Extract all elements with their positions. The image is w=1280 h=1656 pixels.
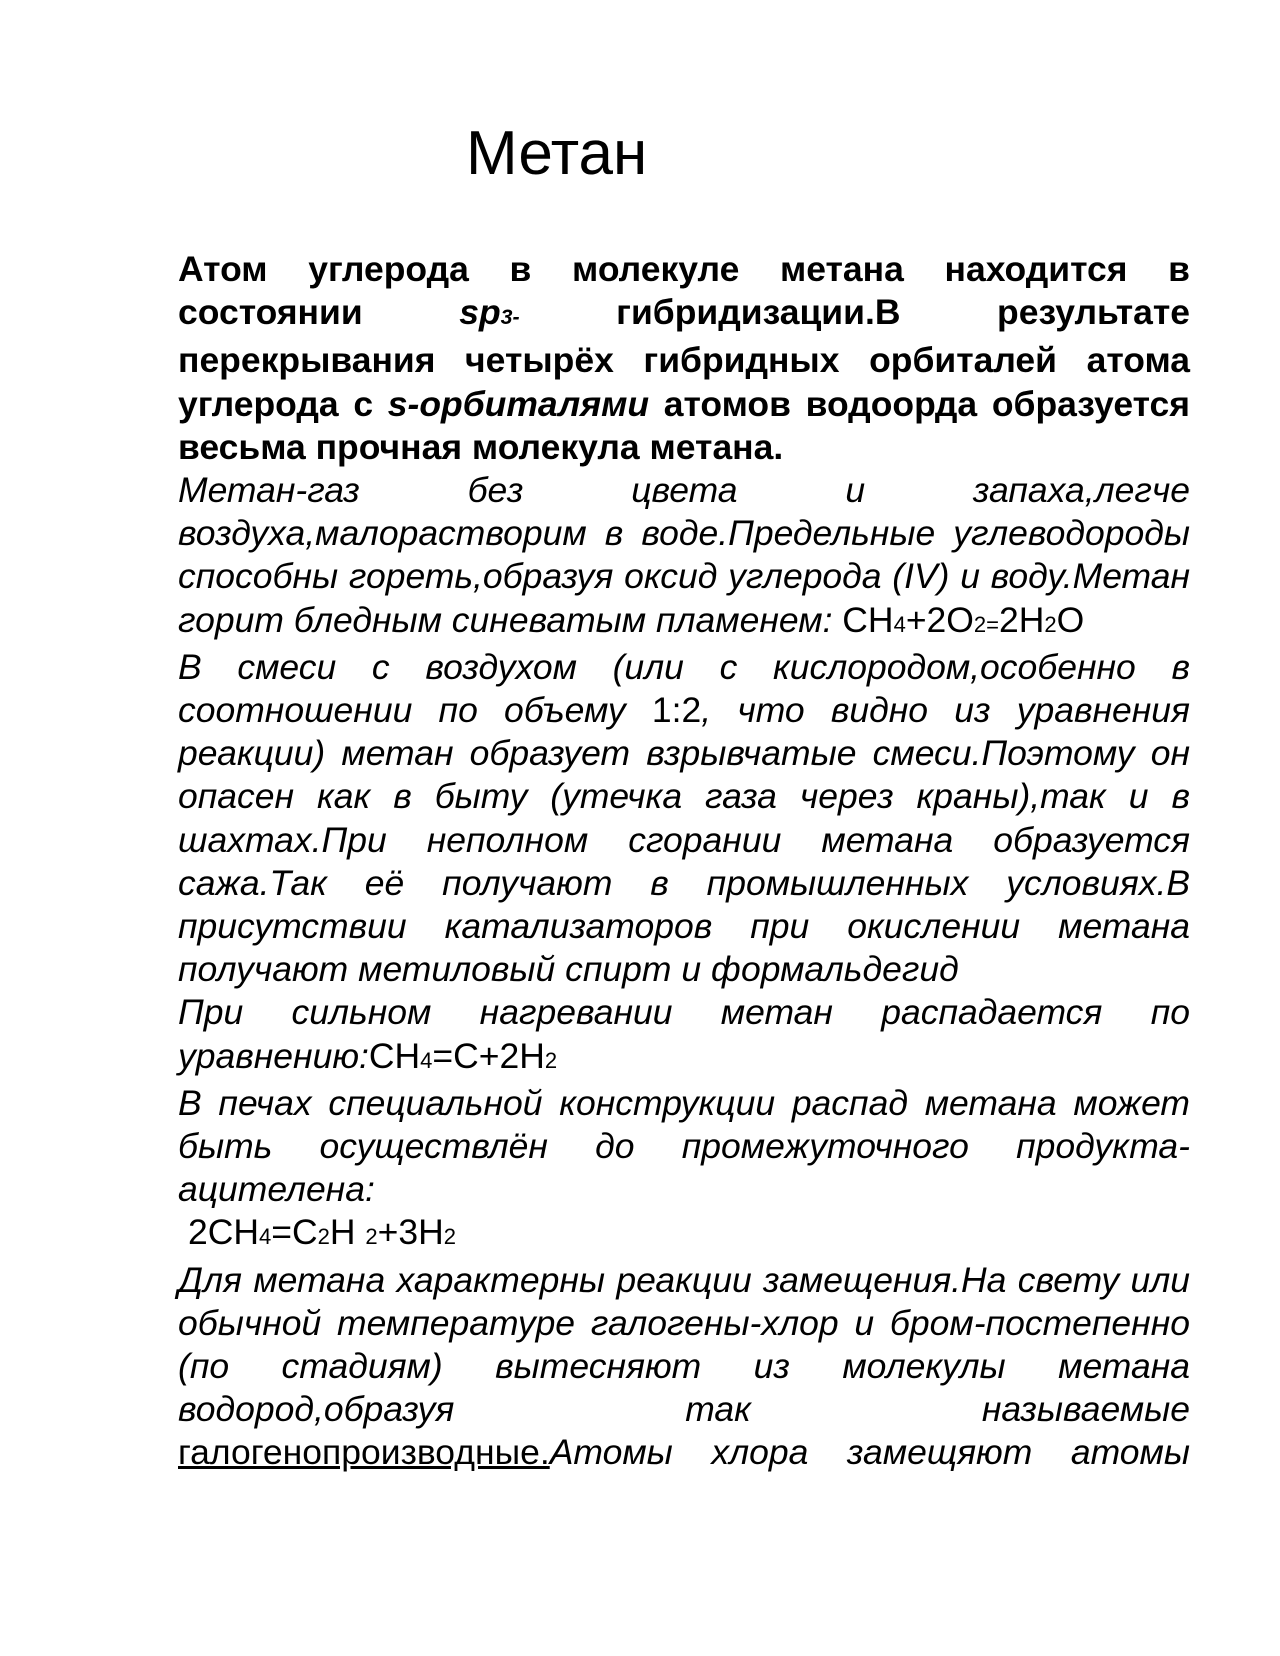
text-run: Для метана характерны реакции замещения.На свету или обычной температуре галогены-хлор и бром-постепенно (по стадиям) вытесняют из молекулы метана водород,образуя так называемые — [178, 1259, 1190, 1430]
paragraph-explosive — [178, 646, 1190, 992]
text-run: Атомы хлора замещяют атомы — [549, 1432, 1190, 1473]
text-run: Метан-газ без цвета и запаха,легче воздуха,малорастворим в воде.Предельные углеводороды способны гореть,образуя оксид углерода (IV) и воду.Метан горит бледным синеватым пламенем: — [178, 470, 1190, 640]
text-run: атомов водоорда образуется весьма прочная молекула метана. — [178, 383, 1190, 467]
paragraph-acetylene — [178, 1082, 1190, 1212]
text-run-ratio: 1:2 — [651, 690, 702, 731]
text-run: Атом углерода в молекуле метана находится в состоянии — [178, 249, 1190, 333]
formula-decomposition: CH4=C+2H2 — [368, 1035, 558, 1076]
formula-acetylene: 2CH4=C2H 2+3H2 — [188, 1212, 457, 1253]
text-run-halogen-derivatives: галогенопроизводные. — [178, 1432, 550, 1473]
text-run: гибридизации.В результате перекрывания четырёх гибридных орбиталей атома углерода с — [178, 292, 1190, 424]
text-run-s-orbitals: s-орбиталями — [387, 383, 650, 424]
text-run: При сильном нагревании метан распадается по уравнению: — [178, 992, 1190, 1076]
paragraph-decomposition — [178, 991, 1190, 1081]
text-run: В смеси с воздухом (или с кислородом,особенно в соотношении по объему — [178, 646, 1190, 731]
text-run-sp-index: 3- — [500, 305, 520, 330]
text-run: В печах специальной конструкции распад метана может быть осуществлён до промежуточного продукта-ацителена: — [178, 1082, 1190, 1210]
paragraph-substitution — [178, 1259, 1190, 1475]
text-run: , что видно из уравнения реакции) метан образует взрывчатые смеси.Поэтому он опасен как в быту (утечка газа через краны),так и в шахтах.При неполном сгорании метана образуется сажа.Так её получают в промышленных условиях.В присутствии катализаторов при окислении метана получают метиловый спирт и формальдегид — [178, 690, 1190, 990]
document-body — [178, 248, 1190, 1475]
formula-combustion: CH4+2O2=2H2O — [842, 599, 1085, 640]
text-run-sp: sp — [459, 292, 501, 333]
page-title: Метан — [466, 119, 648, 188]
paragraph-properties — [178, 469, 1190, 646]
paragraph-hybridization — [178, 248, 1190, 469]
